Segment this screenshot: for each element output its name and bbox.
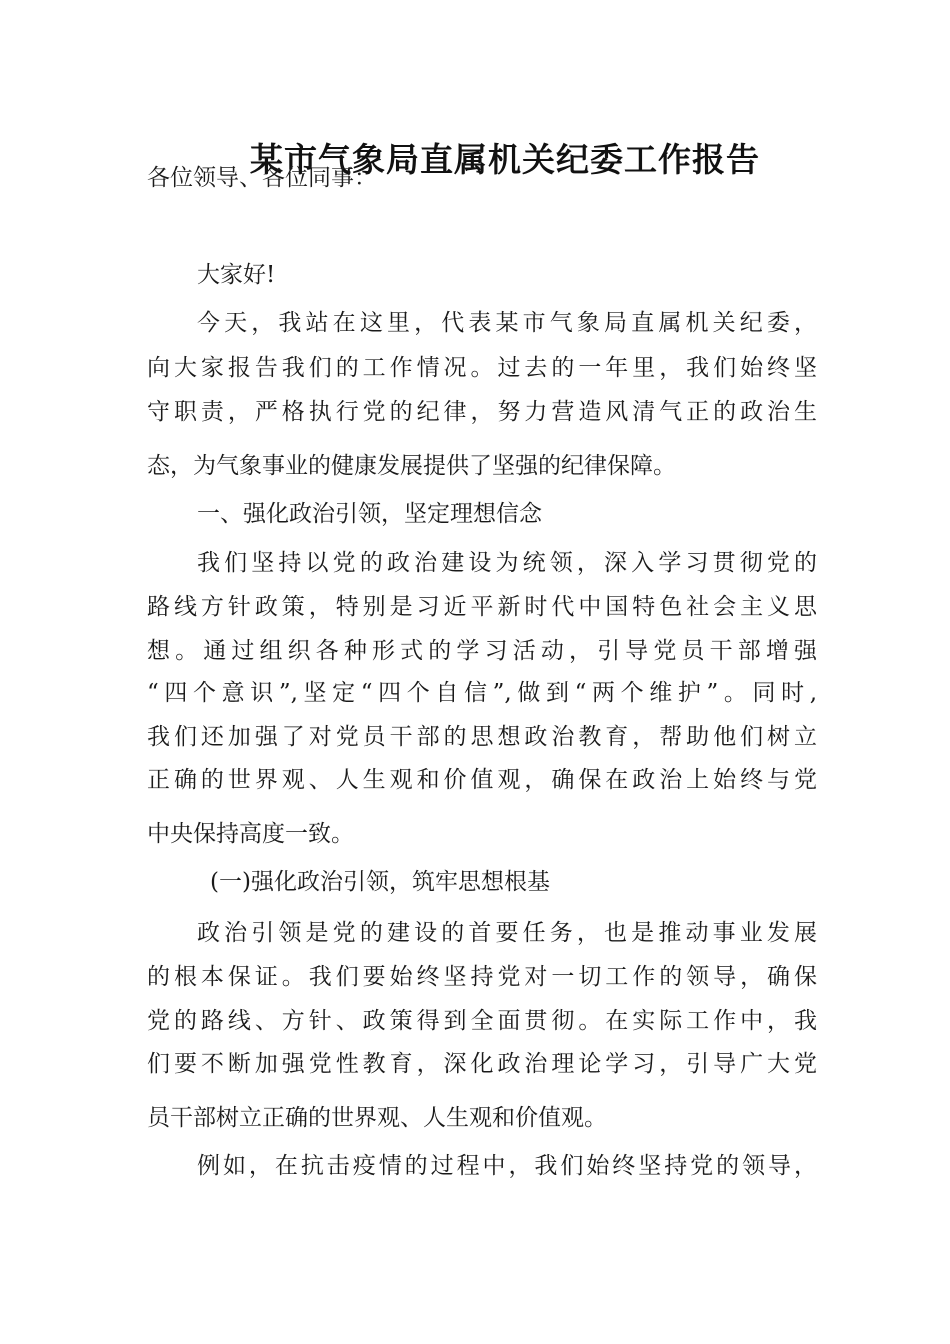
document-title: 某市气象局直属机关纪委工作报告 xyxy=(250,140,760,179)
greeting: 大家好! xyxy=(197,262,276,288)
salutation: 各位领导、各位同事： xyxy=(147,165,377,191)
subsection-heading-1: (一)强化政治引领，筑牢思想根基 xyxy=(210,869,550,895)
paragraph-3-line-1: 政治引领是党的建设的首要任务，也是推动事业发展 xyxy=(197,920,817,946)
paragraph-2-line-4: “四个意识”,坚定“四个自信”,做到“两个维护”。同时, xyxy=(147,680,817,706)
paragraph-4-line-1: 例如，在抗击疫情的过程中，我们始终坚持党的领导， xyxy=(197,1153,817,1179)
paragraph-3-line-2: 的根本保证。我们要始终坚持党对一切工作的领导，确保 xyxy=(147,964,817,990)
paragraph-3-line-4: 们要不断加强党性教育，深化政治理论学习，引导广大党 xyxy=(147,1051,817,1077)
paragraph-3-line-5: 员干部树立正确的世界观、人生观和价值观。 xyxy=(147,1105,607,1131)
paragraph-1-line-2: 向大家报告我们的工作情况。过去的一年里，我们始终坚 xyxy=(147,355,817,381)
paragraph-2-line-2: 路线方针政策，特别是习近平新时代中国特色社会主义思 xyxy=(147,594,817,620)
paragraph-1-line-1: 今天，我站在这里，代表某市气象局直属机关纪委， xyxy=(197,310,817,336)
paragraph-2-line-5: 我们还加强了对党员干部的思想政治教育，帮助他们树立 xyxy=(147,724,817,750)
paragraph-2-line-7: 中央保持高度一致。 xyxy=(147,821,354,847)
paragraph-2-line-1: 我们坚持以党的政治建设为统领，深入学习贯彻党的 xyxy=(197,550,817,576)
paragraph-2-line-3: 想。通过组织各种形式的学习活动，引导党员干部增强 xyxy=(147,638,817,664)
paragraph-3-line-3: 党的路线、方针、政策得到全面贯彻。在实际工作中，我 xyxy=(147,1008,817,1034)
paragraph-1-line-3: 守职责，严格执行党的纪律，努力营造风清气正的政治生 xyxy=(147,399,817,425)
section-heading-1: 一、强化政治引领，坚定理想信念 xyxy=(197,501,542,527)
paragraph-2-line-6: 正确的世界观、人生观和价值观，确保在政治上始终与党 xyxy=(147,767,817,793)
paragraph-1-line-4: 态，为气象事业的健康发展提供了坚强的纪律保障。 xyxy=(147,453,676,479)
